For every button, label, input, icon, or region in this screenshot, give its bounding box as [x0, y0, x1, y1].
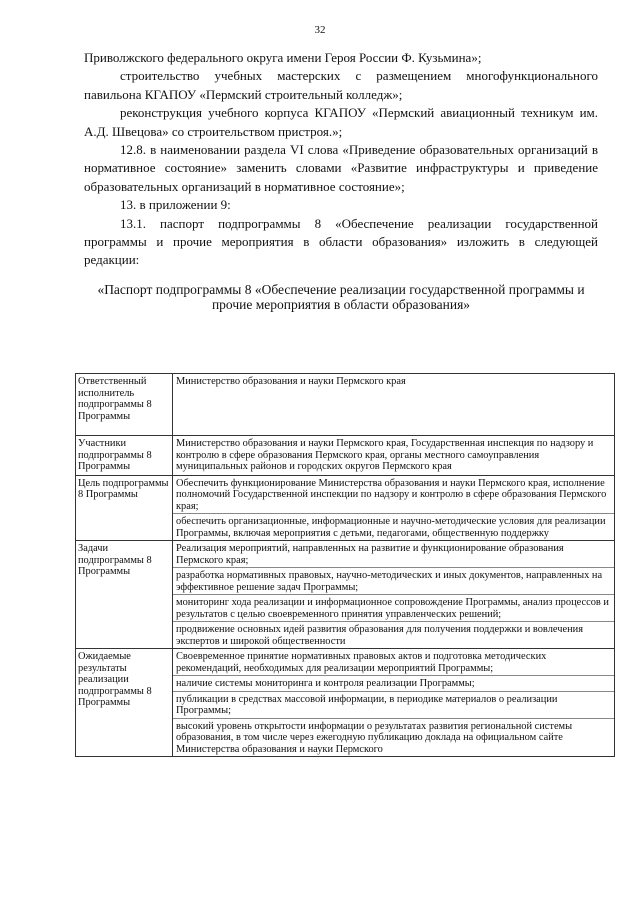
row-item: обеспечить организационные, информационные и научно-методические условия для реализации Программы, включая мероприятия с детьми, педагогами, общественную поддержку — [173, 513, 614, 540]
paragraph: строительство учебных мастерских с размещением многофункционального павильона КГАПОУ «Пермский строительный колледж»; — [84, 68, 598, 102]
row-item: Своевременное принятие нормативных правовых актов и подготовка методических рекомендаций, необходимых для реализации мероприятий Программы; — [176, 651, 547, 674]
paragraph: реконструкция учебного корпуса КГАПОУ «Пермский авиационный техникум им. А.Д. Швецова» со строительством пристроя.»; — [84, 105, 598, 139]
row-item: мониторинг хода реализации и информационное сопровождение Программы, анализ процессов и результатов с целью своевременного принятия управленческих решений; — [173, 594, 614, 621]
row-label: Ответственный исполнитель подпрограммы 8 Программы — [76, 374, 173, 436]
row-label: Ожидаемые результаты реализации подпрограммы 8 Программы — [76, 649, 173, 757]
row-item: Министерство образования и науки Пермского края, Государственная инспекция по надзору и контролю в сфере образования Пермского края, органы местного самоуправления муниципальных районов и городских округов Пермского края — [176, 438, 594, 472]
row-content — [173, 649, 615, 757]
row-item: Реализация мероприятий, направленных на развитие и функционирование образования Пермского края; — [176, 543, 564, 566]
row-item: разработка нормативных правовых, научно-методических и иных документов, направленных на эффективное решение задач Программы; — [173, 567, 614, 594]
passport-table — [75, 373, 615, 757]
row-item: продвижение основных идей развития образования для получения поддержки и вовлечения экспертов и широкой общественности — [173, 621, 614, 648]
paragraph: 13.1. паспорт подпрограммы 8 «Обеспечение реализации государственной программы и прочие мероприятия в области образования» изложить в следующей редакции: — [84, 215, 598, 268]
table-row — [76, 436, 615, 476]
passport-title: «Паспорт подпрограммы 8 «Обеспечение реализации государственной программы и прочие мероприятия в области образования» — [97, 281, 585, 313]
page-number: 32 — [314, 24, 326, 36]
row-label: Задачи подпрограммы 8 Программы — [76, 541, 173, 649]
row-content — [173, 374, 615, 436]
row-item: высокий уровень открытости информации о результатах развития региональной системы образования, в том числе через ежегодную публикацию доклада на официальном сайте Министерства образования и науки Пермского — [173, 718, 614, 757]
table-row — [76, 475, 615, 541]
row-item: Обеспечить функционирование Министерства образования и науки Пермского края, исполнение полномочий Государственной инспекции по надзору и контролю в сфере образования Пермского края; — [176, 477, 607, 512]
row-label: Цель подпрограммы 8 Программы — [76, 475, 173, 541]
table-row — [76, 374, 615, 436]
row-content — [173, 541, 615, 649]
table-row — [76, 541, 615, 649]
row-item: Министерство образования и науки Пермского края — [176, 376, 406, 387]
paragraph: Приволжского федерального округа имени Героя России Ф. Кузьмина»; — [84, 50, 482, 65]
row-item: публикации в средствах массовой информации, в периодике материалов о реализации Программы; — [173, 691, 614, 718]
row-content — [173, 436, 615, 476]
row-content — [173, 475, 615, 541]
row-label: Участники подпрограммы 8 Программы — [76, 436, 173, 476]
table-row — [76, 649, 615, 757]
paragraph: 12.8. в наименовании раздела VI слова «Приведение образовательных организаций в нормативное состояние» заменить словами «Развитие инфраструктуры и приведение образовательных организаций в нормативное состояние»; — [84, 142, 598, 194]
paragraph: 13. в приложении 9: — [120, 197, 231, 213]
row-item: наличие системы мониторинга и контроля реализации Программы; — [173, 675, 614, 691]
document-body — [84, 49, 598, 319]
